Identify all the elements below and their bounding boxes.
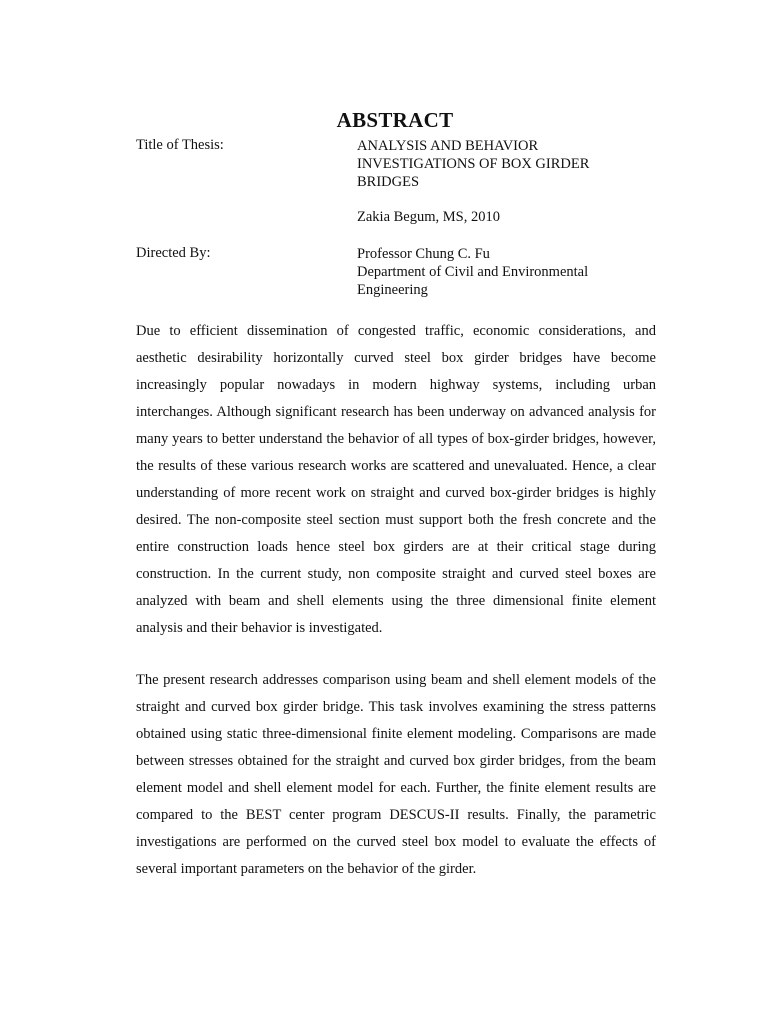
title-of-thesis-label: Title of Thesis: <box>136 137 224 153</box>
director-line: Engineering <box>357 282 428 298</box>
director-line: Professor Chung C. Fu <box>357 246 490 262</box>
thesis-title-line: BRIDGES <box>357 174 420 190</box>
author-line: Zakia Begum, MS, 2010 <box>357 209 500 225</box>
abstract-heading: ABSTRACT <box>336 108 454 132</box>
thesis-title-line: ANALYSIS AND BEHAVIOR <box>357 138 539 154</box>
abstract-paragraph-1: Due to efficient dissemination of congested traffic, economic considerations, and aesthetic desirability horizontally curved steel box girder bridges have become increasingly popular nowadays in modern highway systems, including urban interchanges. Although significant research has been underway on advanced analysis for many years to better understand the behavior of all types of box-girder bridges, however, the results of these various research works are scattered and unevaluated. Hence, a clear understanding of more recent work on straight and curved box-girder bridges is highly desired. The non-composite steel section must support both the fresh concrete and the entire construction loads hence steel box girders are at their critical stage during construction. In the current study, non composite straight and curved steel boxes are analyzed with beam and shell elements using the three dimensional finite element analysis and their behavior is investigated. <box>136 323 656 636</box>
director-info <box>357 245 588 299</box>
abstract-paragraph-2: The present research addresses comparison using beam and shell element models of the straight and curved box girder bridge. This task involves examining the stress patterns obtained using static three-dimensional finite element modeling. Comparisons are made between stresses obtained for the straight and curved box girder bridges, from the beam element model and shell element model for each. Further, the finite element results are compared to the BEST center program DESCUS-II results. Finally, the parametric investigations are performed on the curved steel box model to evaluate the effects of several important parameters on the behavior of the girder. <box>136 672 656 877</box>
directed-by-label: Directed By: <box>136 245 211 261</box>
thesis-title <box>357 137 589 191</box>
director-line: Department of Civil and Environmental <box>357 264 589 280</box>
thesis-title-line: INVESTIGATIONS OF BOX GIRDER <box>357 156 590 172</box>
